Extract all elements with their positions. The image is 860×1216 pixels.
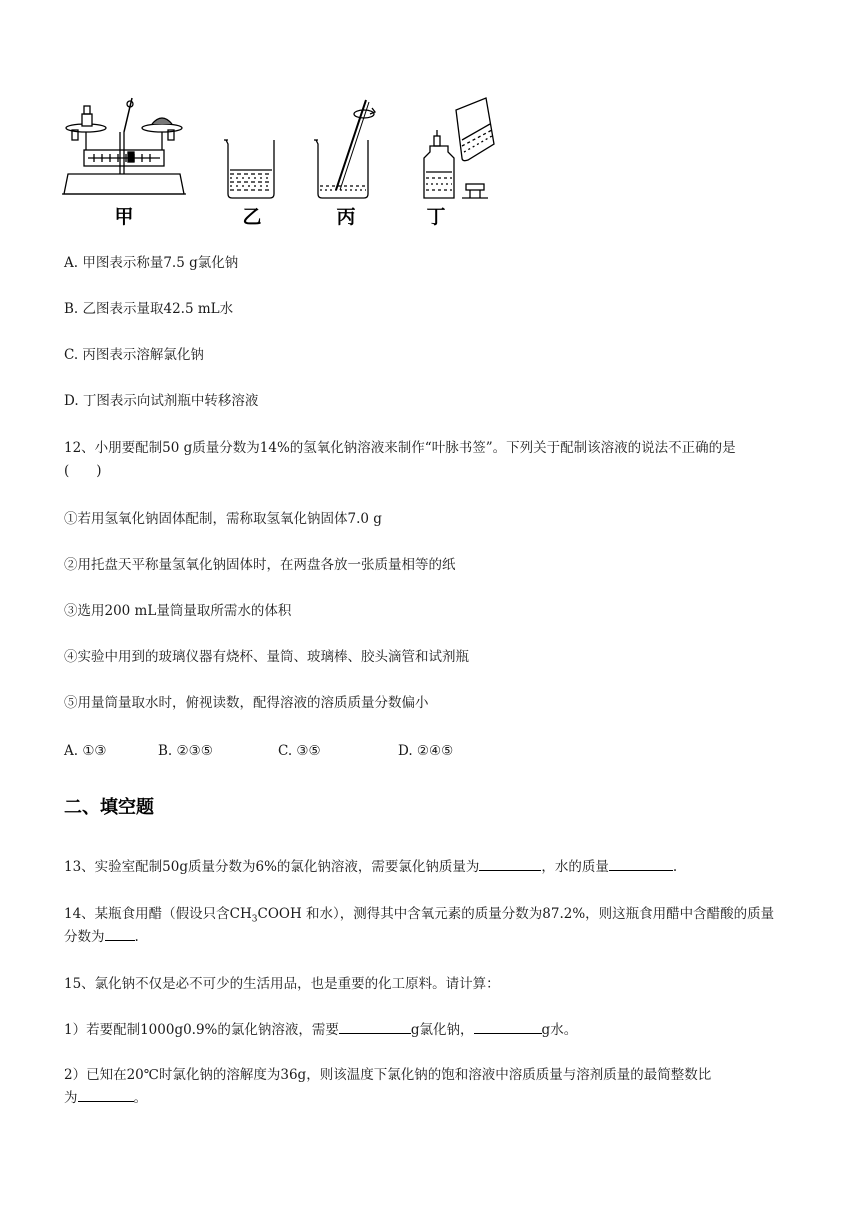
balance-icon xyxy=(62,98,186,194)
figure-label-bing: 丙 xyxy=(336,206,356,228)
q14-blank[interactable] xyxy=(105,926,135,941)
q14-line1 xyxy=(64,903,774,931)
figure-label-jia: 甲 xyxy=(114,206,134,228)
q15-blank-1[interactable] xyxy=(339,1019,411,1034)
q12-statement-1: ①若用氢氧化钠固体配制，需称取氢氧化钠固体7.0 g xyxy=(64,511,382,527)
q14-line2 xyxy=(64,926,139,948)
q12-statement-3: ③选用200 mL量筒量取所需水的体积 xyxy=(64,603,292,619)
q12-statement-4: ④实验中用到的玻璃仪器有烧杯、量筒、玻璃棒、胶头滴管和试剂瓶 xyxy=(64,649,469,665)
section-title: 二、填空题 xyxy=(64,797,154,818)
q13-text-3: . xyxy=(672,859,678,875)
q15-text-1: 1）若要配制1000g0.9%的氯化钠溶液，需要 xyxy=(64,1022,339,1038)
beaker-icon xyxy=(224,140,274,198)
q12-statement-2: ②用托盘天平称量氢氧化钠固体时，在两盘各放一张质量相等的纸 xyxy=(64,557,456,573)
pouring-icon xyxy=(424,98,494,198)
lab-apparatus-figure xyxy=(58,90,518,230)
q12-options xyxy=(64,740,453,762)
q15-text-3: g水。 xyxy=(541,1022,578,1038)
q15-blank-3[interactable] xyxy=(78,1087,134,1102)
q11-option-c: C. 丙图表示溶解氯化钠 xyxy=(64,347,204,363)
q13-text-2: ，水的质量 xyxy=(541,859,609,875)
figure-label-yi: 乙 xyxy=(242,206,262,228)
q15-text-5: 。 xyxy=(133,1090,147,1106)
q12-option-b: B. ②③⑤ xyxy=(158,743,213,759)
q12-option-a: A. ①③ xyxy=(64,743,107,759)
q12-stem-line1: 12、小朋要配制50 g质量分数为14%的氢氧化钠溶液来制作“叶脉书签”。下列关于配制该溶液的说法不正确的是 xyxy=(64,440,736,456)
figure-label-ding: 丁 xyxy=(426,206,446,228)
q12-statement-5: ⑤用量筒量取水时，俯视读数，配得溶液的溶质质量分数偏小 xyxy=(64,695,429,711)
q14-text-1: 14、某瓶食用醋（假设只含CH xyxy=(64,906,252,922)
q15-stem: 15、氯化钠不仅是必不可少的生活用品，也是重要的化工原料。请计算： xyxy=(64,976,500,992)
q15-part2-line2 xyxy=(64,1087,147,1109)
q12-option-d: D. ②④⑤ xyxy=(398,743,454,759)
q13-text-1: 13、实验室配制50g质量分数为6%的氯化钠溶液，需要氯化钠质量为 xyxy=(64,859,480,875)
q15-blank-2[interactable] xyxy=(474,1019,542,1034)
q11-option-d: D. 丁图表示向试剂瓶中转移溶液 xyxy=(64,393,259,409)
q11-option-b: B. 乙图表示量取42.5 mL水 xyxy=(64,301,234,317)
q15-text-4: 为 xyxy=(64,1090,78,1106)
q13-blank-2[interactable] xyxy=(609,856,673,871)
q14-subscript: 3 xyxy=(251,914,258,925)
q12-option-c: C. ③⑤ xyxy=(278,743,321,759)
q13 xyxy=(64,856,677,878)
stirring-beaker-icon xyxy=(314,100,375,198)
q12-stem-line2: ( ) xyxy=(64,463,102,479)
q15-text-2: g氯化钠， xyxy=(410,1022,474,1038)
q13-blank-1[interactable] xyxy=(479,856,541,871)
q14-text-2: COOH 和水），测得其中含氧元素的质量分数为87.2%，则这瓶食用醋中含醋酸的质量 xyxy=(257,906,775,922)
q11-option-a: A. 甲图表示称量7.5 g氯化钠 xyxy=(64,255,239,271)
q15-part2-line1: 2）已知在20℃时氯化钠的溶解度为36g，则该温度下氯化钠的饱和溶液中溶质质量与溶剂质量的最简整数比 xyxy=(64,1067,712,1083)
q14-text-4: . xyxy=(134,929,139,945)
q15-part1 xyxy=(64,1019,577,1041)
q14-text-3: 分数为 xyxy=(64,929,105,945)
